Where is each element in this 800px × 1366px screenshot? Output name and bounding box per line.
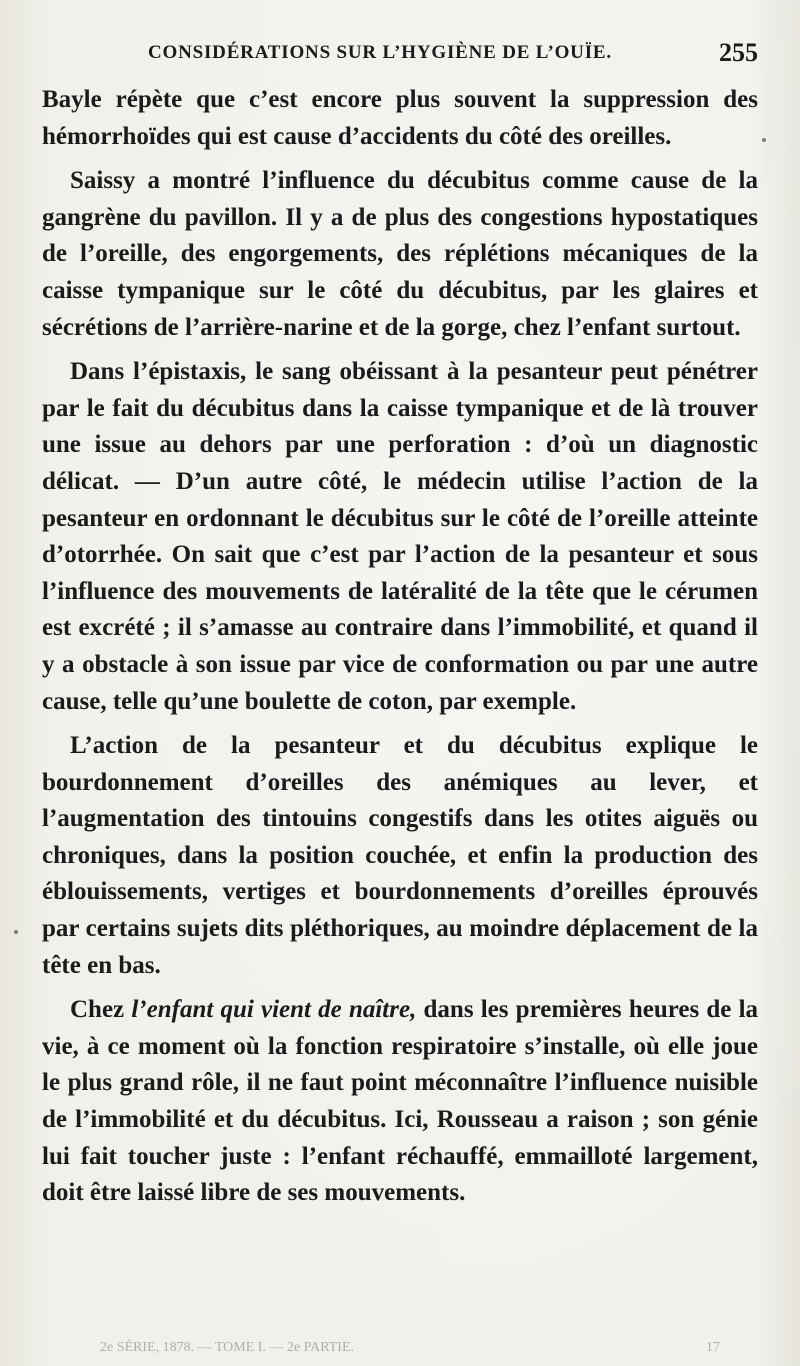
- margin-speck: [762, 138, 766, 142]
- paragraph: Saissy a montré l’influence du décubitus comme cause de la gangrène du pavillon. Il y a de plus des congestions hypostatiques de l’oreille, des engorgements, des réplétions mécaniques de la caisse tympanique sur le côté du décubitus, par les glaires et sécrétions de l’arrière-narine et de la gorge, chez l’enfant surtout.: [42, 167, 758, 341]
- running-title: CONSIDÉRATIONS SUR L’HYGIÈNE DE L’OUÏE.: [148, 42, 612, 63]
- paragraph-rest: dans les premières heures de la vie, à ce moment où la fonction respiratoire s’installe, où elle joue le plus grand rôle, il ne faut point méconnaître l’influence nuisible de l’immobilité et du décubitus. Ici, Rousseau a raison ; son génie lui fait toucher juste : l’enfant réchauffé, emmailloté largement, doit être laissé libre de ses mouvements.: [42, 996, 759, 1207]
- footer-signature-left: 2e SÉRIE, 1878. — TOME I. — 2e PARTIE.: [100, 1340, 355, 1355]
- page-number: 255: [719, 38, 758, 67]
- paragraph: Dans l’épistaxis, le sang obéissant à la pesanteur peut pénétrer par le fait du décubitus dans la caisse tympanique et de là trouver une issue au dehors par une perforation : d’où un diagnostic délicat. — D’un autre côté, le médecin utilise l’action de la pesanteur en ordonnant le décubitus sur le côté de l’oreille atteinte d’otorrhée. On sait que c’est par l’action de la pesanteur et sous l’influence des mouvements de latéralité de la tête que le cérumen est excrété ; il s’amasse au contraire dans l’immobilité, et quand il y a obstacle à son issue par vice de conformation ou par une autre cause, telle qu’une boulette de coton, par exemple.: [42, 358, 758, 715]
- page-footer: [100, 1340, 720, 1356]
- paragraph: L’action de la pesanteur et du décubitus explique le bourdonnement d’oreilles des anémiques au lever, et l’augmentation des tintouins congestifs dans les otites aiguës ou chroniques, dans la position couchée, et enfin la production des éblouissements, vertiges et bourdonnements d’oreilles éprouvés par certains sujets dits pléthoriques, au moindre déplacement de la tête en bas.: [42, 732, 758, 979]
- italic-phrase: l’enfant qui vient de naître,: [131, 996, 417, 1024]
- margin-speck: [14, 930, 18, 934]
- paragraph-lead: Chez: [70, 996, 132, 1024]
- body-text: [42, 82, 758, 1220]
- paragraph: Bayle répète que c’est encore plus souvent la suppression des hémorrhoïdes qui est cause d’accidents du côté des oreilles.: [42, 86, 758, 150]
- page-header: [148, 38, 758, 74]
- paragraph-last: [42, 992, 758, 1212]
- footer-signature-right: 17: [706, 1340, 720, 1355]
